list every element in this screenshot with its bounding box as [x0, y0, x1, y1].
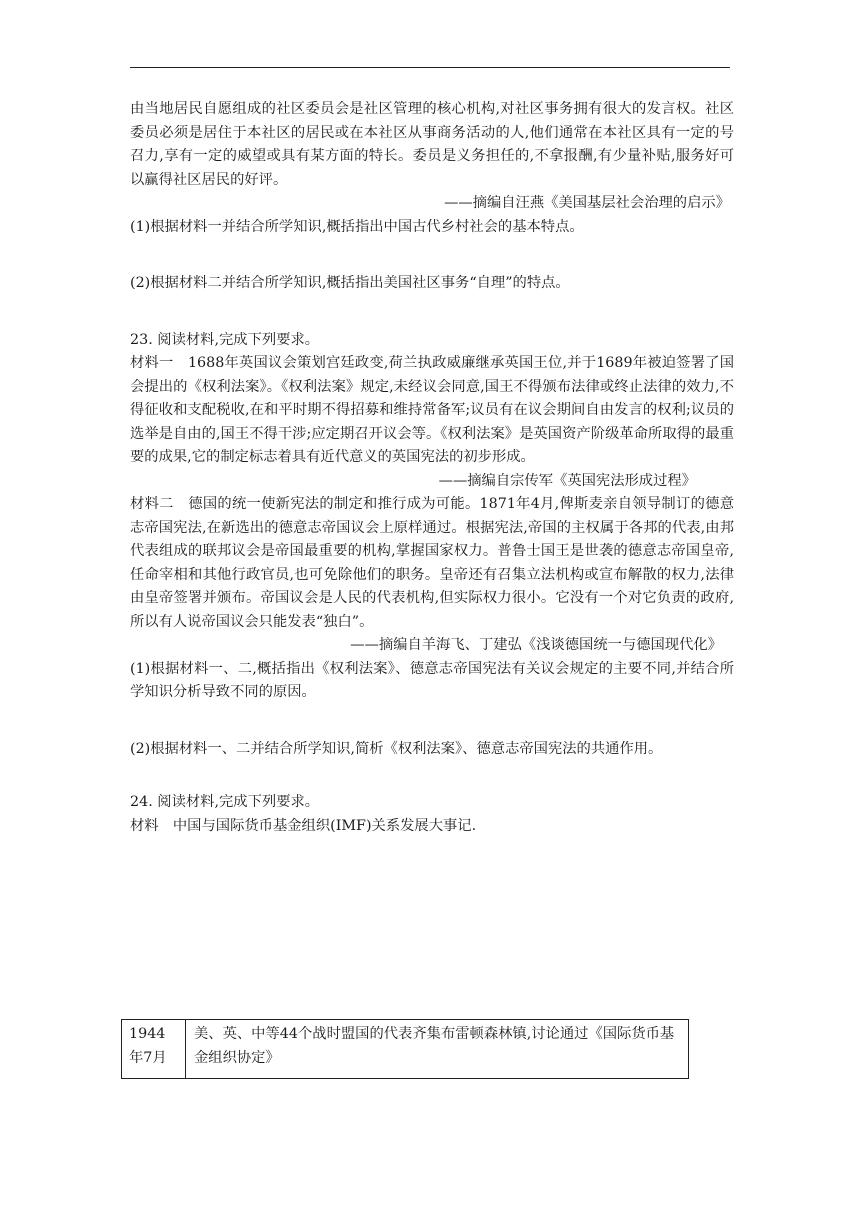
- event-description: 美、英、中等44个战时盟国的代表齐集布雷顿森林镇,讨论通过《国际货币基金组织协定》: [186, 1020, 689, 1079]
- event-date: 1944年7月: [122, 1020, 186, 1079]
- q23-sub1: (1)根据材料一、二,概括指出《权利法案》、德意志帝国宪法有关议会规定的主要不同,并结合所学知识分析导致不同的原因。: [130, 660, 734, 700]
- table-row: [122, 1020, 689, 1079]
- q23-material2-source: ——摘编自羊海飞、丁建弘《浅谈德国统一与德国现代化》: [350, 637, 722, 653]
- q23-material2: 材料二 德国的统一使新宪法的制定和推行成为可能。1871年4月,俾斯麦亲自领导制订的德意志帝国宪法,在新选出的德意志帝国议会上原样通过。根据宪法,帝国的主权属于各邦的代表,由邦代表组成的联邦议会是帝国最重要的机构,掌握国家权力。普鲁士国王是世袭的德意志帝国皇帝,任命宰相和其他行政官员,也可免除他们的职务。皇帝还有召集立法机构或宣布解散的权力,法律由皇帝签署并颁布。帝国议会是人民的代表机构,但实际权力很小。它没有一个对它负责的政府,所以有人说帝国议会只能发表“独白”。: [130, 496, 734, 630]
- material2-source: ——摘编自汪燕《美国基层社会治理的启示》: [444, 195, 730, 211]
- material2-continuation: 由当地居民自愿组成的社区委员会是社区管理的核心机构,对社区事务拥有很大的发言权。社区委员必须是居住于本社区的居民或在本社区从事商务活动的人,他们通常在本社区具有一定的号召力,享有一定的威望或具有某方面的特长。委员是义务担任的,不拿报酬,有少量补贴,服务好可以赢得社区居民的好评。: [130, 101, 734, 188]
- q24-material-intro: 材料 中国与国际货币基金组织(IMF)关系发展大事记.: [130, 817, 477, 834]
- document-body: [130, 98, 734, 838]
- q23-sub2: (2)根据材料一、二并结合所学知识,简析《权利法案》、德意志帝国宪法的共通作用。: [130, 740, 663, 757]
- q22-sub1: (1)根据材料一并结合所学知识,概括指出中国古代乡村社会的基本特点。: [130, 218, 584, 235]
- imf-events-table: [121, 1019, 689, 1079]
- q23-material1-source: ——摘编自宗传军《英国宪法形成过程》: [438, 472, 696, 489]
- q24-title: 24. 阅读材料,完成下列要求。: [130, 794, 320, 810]
- q22-sub2: (2)根据材料二并结合所学知识,概括指出美国社区事务“自理”的特点。: [130, 275, 570, 291]
- q23-title: 23. 阅读材料,完成下列要求。: [130, 331, 320, 348]
- header-rule: [130, 67, 730, 68]
- q23-material1: 材料一 1688年英国议会策划宫廷政变,荷兰执政威廉继承英国王位,并于1689年被迫签署了国会提出的《权利法案》。《权利法案》规定,未经议会同意,国王不得颁布法律或终止法律的效力,不得征收和支配税收,在和平时期不得招募和维持常备军;议员有在议会期间自由发言的权利;议员的选举是自由的,国王不得干涉;应定期召开议会等。《权利法案》是英国资产阶级革命所取得的最重要的成果,它的制定标志着具有近代意义的英国宪法的初步形成。: [130, 355, 734, 465]
